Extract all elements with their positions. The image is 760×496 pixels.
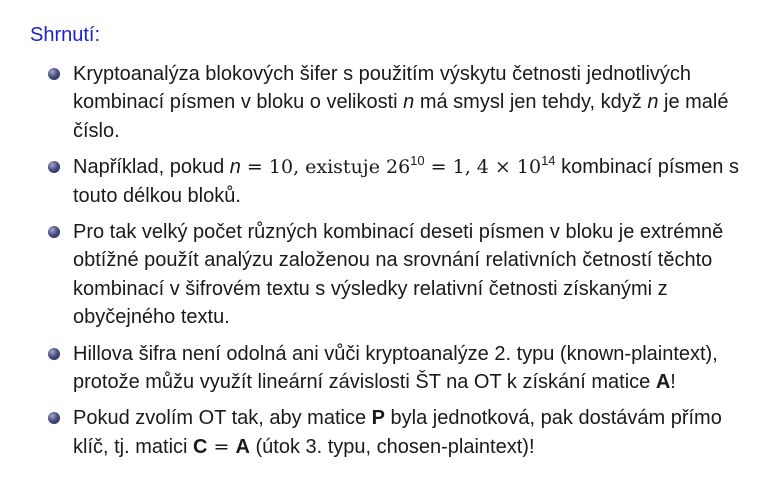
bullet-item-3	[0, 218, 743, 332]
text-segment: Pro tak velký počet různých kombinací deseti písmen v bloku je extrémně obtížné použít analýzu založenou na srovnání relativních četností těchto kombinací v šifrovém textu s výsledky relativní četnosti získanými z obyčejného textu.	[73, 221, 724, 329]
bullet-text-4	[73, 343, 718, 393]
text-segment: n	[229, 156, 241, 179]
text-segment: Kryptoanalýza blokových šifer s použitím výskytu četnosti jednotlivých kombinací písmen v bloku o velikosti	[73, 63, 692, 114]
bullet-text-3	[73, 221, 723, 328]
text-segment: = 10, existuje 26	[240, 156, 411, 179]
text-segment: !	[670, 371, 676, 394]
summary-heading: Shrnutí:	[30, 24, 101, 46]
bullet-icon	[48, 161, 60, 173]
bullet-list	[0, 60, 760, 469]
bullet-item-5	[0, 404, 743, 461]
text-segment: má smysl jen tehdy, když	[414, 91, 648, 114]
bullet-item-1	[0, 60, 743, 145]
text-segment: byla jednotková, pak dostávám přímo klíč, tj. matici	[73, 407, 722, 458]
text-segment: = 1, 4 × 10	[424, 156, 542, 179]
text-segment: kombinací písmen s touto délkou bloků.	[73, 156, 739, 207]
text-segment: =	[207, 435, 236, 458]
bullet-item-2	[0, 153, 743, 210]
text-segment: n	[647, 91, 659, 114]
text-segment: Například, pokud	[73, 156, 230, 179]
bullet-icon	[48, 412, 60, 424]
text-segment: je malé číslo.	[73, 91, 729, 142]
text-segment: n	[403, 91, 415, 114]
text-segment: 10	[410, 152, 425, 168]
text-segment: Pokud zvolím OT tak, aby matice	[73, 407, 372, 430]
bullet-icon	[48, 348, 60, 360]
bullet-icon	[48, 68, 60, 80]
text-segment: P	[371, 407, 385, 430]
text-segment: C	[193, 435, 208, 458]
text-segment: 14	[541, 152, 556, 168]
bullet-item-4	[0, 340, 743, 397]
bullet-text-1	[73, 63, 728, 142]
bullet-text-5	[73, 407, 722, 457]
bullet-text-2	[73, 152, 739, 207]
text-segment: A	[655, 371, 671, 394]
text-segment: Hillova šifra není odolná ani vůči kryptoanalýze 2. typu (known-plaintext), protože můžu využít lineární závislosti ŠT na OT k získání matice	[73, 342, 718, 394]
bullet-icon	[48, 226, 60, 238]
text-segment: (útok 3. typu, chosen-plaintext)!	[249, 435, 535, 458]
text-segment: A	[235, 435, 250, 458]
